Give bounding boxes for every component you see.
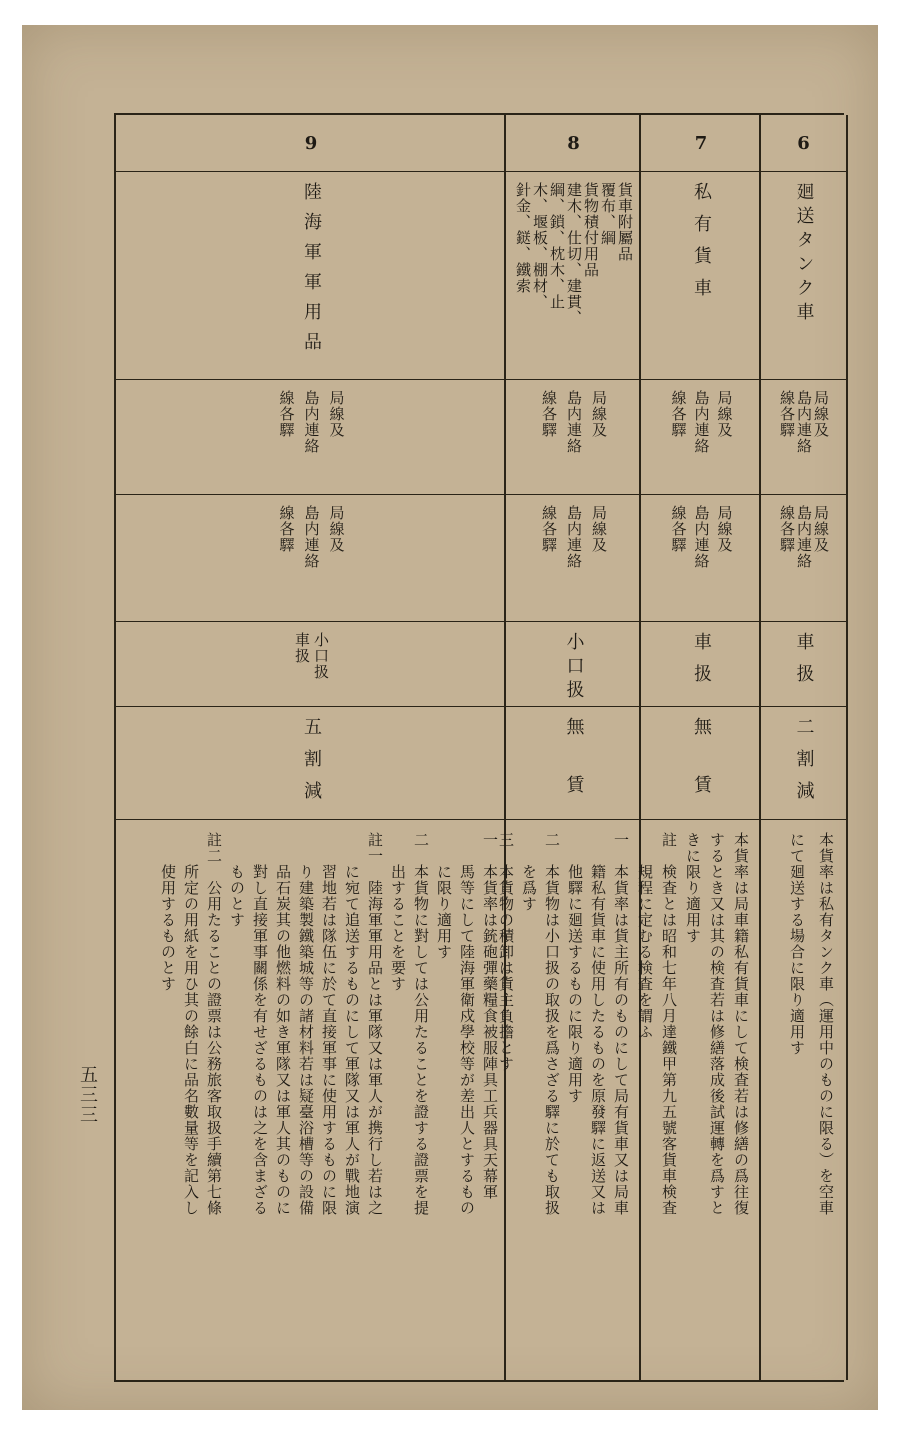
item-cell [506,172,641,380]
rate-cell [506,707,641,833]
notes-cell [497,820,641,1380]
notes-cell [636,820,761,1380]
note-line: 三 本貨物の積卸は貨主負擔とす [497,832,515,1072]
rate-text: 無賃 [691,717,712,833]
note-line: 籍私有貨車に使用したるものを原發驛に返送又は [589,832,607,1216]
to-station-cell [761,495,846,622]
item-line: 綱、鎖、枕木、止 [548,182,566,310]
from-station-cell [641,380,761,495]
handling-cell [641,622,761,707]
station-line: 線各驛 [277,390,296,438]
note-line: に宛て追送するものにして軍隊又は軍人が戰地演 [343,832,361,1216]
note-line: 一 本貨率は貨主所有のものにして局有貨車又は局車 [612,832,630,1216]
from-station-cell [506,380,641,495]
note-line: 出することを要す [389,832,407,992]
item-cell [116,172,506,380]
station-line: 線各驛 [540,390,558,438]
item-line: 建木、仕切、建貫、 [565,182,583,326]
note-line: を爲す [520,832,538,912]
station-line: 局線及 [590,390,608,438]
station-line: 線各驛 [277,505,296,553]
note-line: 他驛に廻送するものに限り適用す [566,832,584,1104]
column-8 [497,115,641,1380]
column-number: 6 [797,132,810,154]
station-line: 線各驛 [540,505,558,553]
note-line: 一 本貨率は銃砲彈藥糧食被服陣具工兵器具天幕軍 [481,832,499,1200]
note-line: 品石炭其の他燃料の如き軍隊又は軍人其のものに [274,832,292,1216]
handling-cell [506,622,641,707]
item-text: 廻送タンク車 [793,182,815,326]
note-line: 註一 陸海軍軍用品とは軍隊又は軍人が携行し若は之 [366,832,384,1216]
to-station-cell [506,495,641,622]
note-line: 二 本貨物に對しては公用たることを證する證票を提 [412,832,430,1216]
note-line: に限り適用す [435,832,453,960]
station-line: 島内連絡 [565,390,583,454]
rate-text: 二割減 [793,717,815,813]
station-line: 局線及 [812,390,830,438]
note-line: にて廻送する場合に限り適用す [788,832,806,1056]
item-line: 覆布、綱 [599,182,617,246]
handling-text: 車扱 [691,632,712,696]
number-cell [506,115,641,172]
handling-text: 小口扱 [312,632,330,680]
item-line: 木、堰板、棚材、 [531,182,549,310]
item-text: 陸海軍軍用品 [301,182,322,362]
item-text: 私有貨車 [691,182,712,310]
note-line: 使用するものとす [159,832,177,992]
note-line: 本貨率は私有タンク車（運用中のものに限る）を空車 [817,832,835,1216]
notes-cell [116,820,506,1380]
rate-cell [116,707,506,820]
station-line: 線各驛 [669,390,688,438]
rate-text: 無賃 [563,717,585,833]
station-line: 島内連絡 [565,505,583,569]
number-cell [116,115,506,172]
rate-text: 五割減 [301,717,322,813]
note-line: 規程に定むる検査を謂ふ [636,832,654,1040]
note-line: 習地若は隊伍に於て直接軍事に使用するものに限 [320,832,338,1216]
column-7 [636,115,761,1380]
to-station-cell [641,495,761,622]
notes-cell [761,820,846,1380]
note-line: 註二 公用たることの證票は公務旅客取扱手續第七條 [205,832,223,1216]
to-station-cell [116,495,506,622]
column-number: 9 [304,132,318,154]
freight-rate-table [114,113,844,1382]
note-line: きに限り適用す [684,832,702,944]
handling-cell [116,622,506,707]
station-line: 局線及 [327,505,346,553]
station-line: 島内連絡 [692,390,711,454]
item-line: 貨車附屬品 [616,182,634,262]
note-line: 馬等にして陸海軍衛戍學校等が差出人とするもの [458,832,476,1216]
number-cell [761,115,846,172]
handling-text: 車扱 [793,632,815,696]
note-line: 註 検査とは昭和七年八月達鐵甲第九五號客貨車検査 [660,832,678,1216]
note-line: 對し直接軍事關係を有せざるものは之を含まざる [251,832,269,1216]
station-line: 線各驛 [778,505,796,553]
item-cell [761,172,846,380]
column-6 [759,115,848,1380]
station-line: 線各驛 [778,390,796,438]
rate-cell [761,707,846,820]
item-line: 針金、鎹、鐵索 [514,182,532,294]
station-line: 局線及 [327,390,346,438]
handling-cell [761,622,846,707]
column-number: 8 [567,132,580,154]
station-line: 局線及 [812,505,830,553]
station-line: 局線及 [590,505,608,553]
station-line: 島内連絡 [302,505,321,569]
handling-text: 車扱 [293,632,311,664]
station-line: 線各驛 [669,505,688,553]
page-number: 五三三 [77,1065,98,1125]
note-line: 本貨率は局車籍私有貨車にして検査若は修繕の爲往復 [732,832,750,1216]
from-station-cell [116,380,506,495]
item-cell [641,172,761,380]
station-line: 島内連絡 [795,505,813,569]
note-line: するとき又は其の検査若は修繕落成後試運轉を爲すと [708,832,726,1216]
column-number: 7 [694,132,708,154]
rate-cell [641,707,761,833]
station-line: 局線及 [715,505,734,553]
station-line: 島内連絡 [795,390,813,454]
from-station-cell [761,380,846,495]
number-cell [641,115,761,172]
handling-text: 小口扱 [563,632,585,704]
station-line: 島内連絡 [302,390,321,454]
note-line: ものとす [228,832,246,928]
item-line: 貨物積付用品 [582,182,600,278]
note-line: 二 本貨物は小口扱の取扱を爲さざる驛に於ても取扱 [543,832,561,1216]
note-line: り建築製鐵築城等の諸材料若は疑臺浴槽等の設備 [297,832,315,1216]
note-line: 所定の用紙を用ひ其の餘白に品名數量等を記入し [182,832,200,1216]
column-9 [114,115,506,1380]
station-line: 局線及 [715,390,734,438]
document-page [22,25,878,1410]
station-line: 島内連絡 [692,505,711,569]
